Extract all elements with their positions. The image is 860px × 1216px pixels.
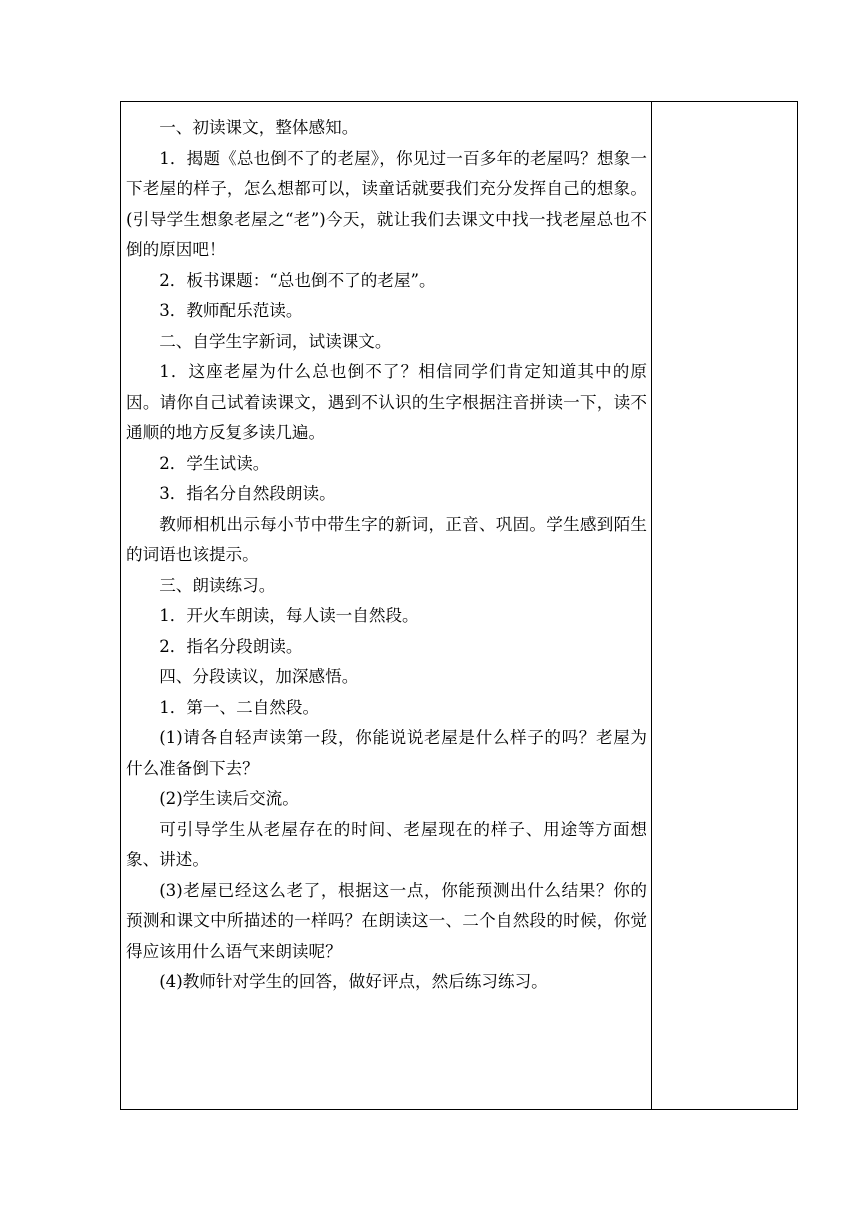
paragraph: 2．指名分段朗读。: [159, 636, 303, 656]
paragraph: 3．教师配乐范读。: [159, 301, 303, 320]
section-heading: 一、初读课文，整体感知。: [159, 118, 359, 137]
paragraph: 1．开火车朗读，每人读一自然段。: [159, 606, 419, 625]
lesson-plan-table: [120, 101, 798, 1110]
paragraph: 可引导学生从老屋存在的时间、老屋现在的样子、用途等方面想象、讲述。: [126, 819, 647, 869]
paragraph: (4)教师针对学生的回答，做好评点，然后练习练习。: [159, 972, 548, 991]
paragraph: 1．第一、二自然段。: [159, 697, 320, 717]
paragraph: (3)老屋已经这么老了，根据这一点，你能预测出什么结果？你的预测和课文中所描述的一样吗？在朗读这一、二个自然段的时候，你觉得应该用什么语气来朗读呢？: [126, 880, 647, 961]
paragraph: (1)请各自轻声读第一段，你能说说老屋是什么样子的吗？老屋为什么准备倒下去？: [126, 728, 647, 778]
paragraph: 2．学生试读。: [159, 453, 270, 473]
table-row: [121, 102, 798, 1110]
section-heading: 三、朗读练习。: [159, 575, 276, 595]
paragraph: 3．指名分自然段朗读。: [159, 484, 336, 503]
paragraph: 教师相机出示每小节中带生字的新词，正音、巩固。学生感到陌生的词语也该提示。: [126, 514, 647, 564]
paragraph: 1．这座老屋为什么总也倒不了？相信同学们肯定知道其中的原因。请你自己试着读课文，遇到不认识的生字根据注音拼读一下，读不通顺的地方反复多读几遍。: [126, 362, 647, 442]
notes-cell: [652, 102, 798, 1110]
section-heading: 二、自学生字新词，试读课文。: [159, 331, 392, 351]
content-cell: [121, 102, 652, 1110]
paragraph: 1．揭题《总也倒不了的老屋》，你见过一百多年的老屋吗？想象一下老屋的样子，怎么想都可以，读童话就要我们充分发挥自己的想象。(引导学生想象老屋之“老”)今天，就让我们去课文中找一找老屋总也不倒的原因吧！: [126, 148, 647, 259]
paragraph: 2．板书课题：“总也倒不了的老屋”。: [159, 270, 436, 290]
section-heading: 四、分段读议，加深感悟。: [159, 667, 359, 686]
paragraph: (2)学生读后交流。: [159, 789, 299, 808]
paragraph-list: [121, 102, 651, 998]
